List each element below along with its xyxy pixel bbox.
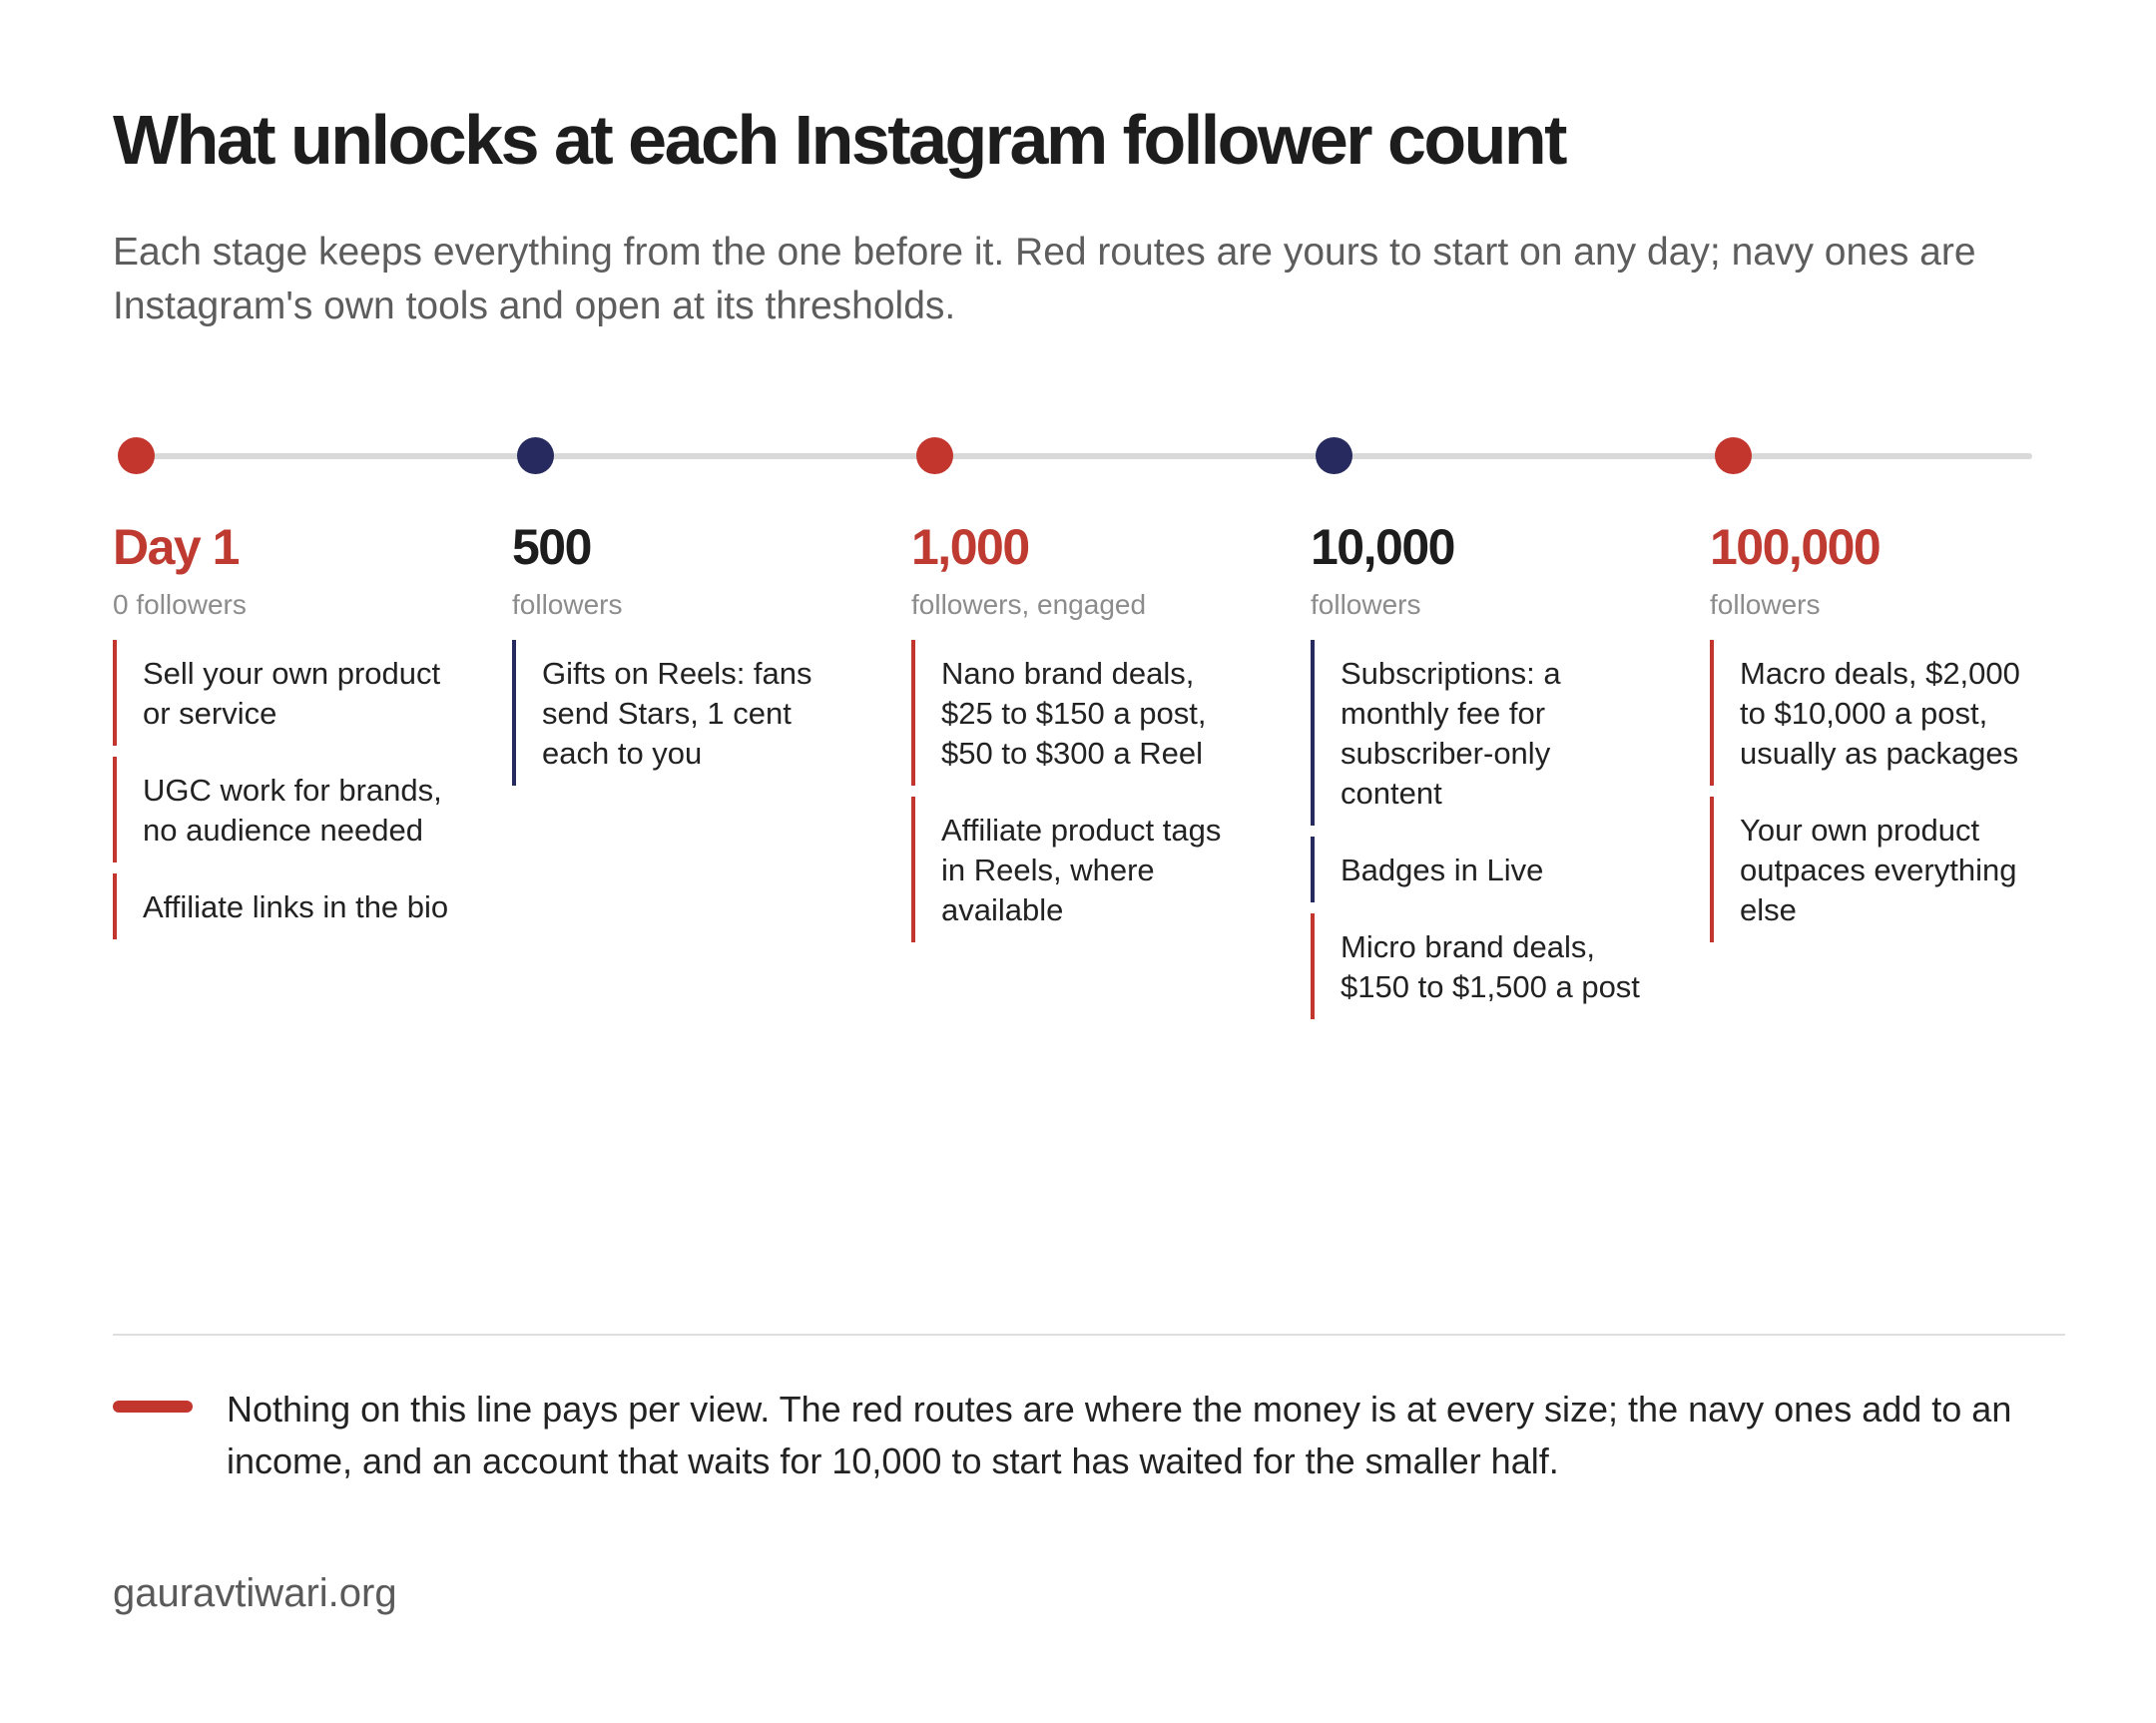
legend-red-route-swatch xyxy=(113,1401,193,1413)
stage-followers-label: followers xyxy=(512,589,623,620)
stage-followers-label: 0 followers xyxy=(113,589,247,620)
stage-route-item: Macro deals, $2,000 to $10,000 a post, usually as packages xyxy=(1710,640,2049,786)
stage-route-item: Your own product outpaces everything else xyxy=(1710,797,2049,942)
stage-route-item: Micro brand deals, $150 to $1,500 a post xyxy=(1311,913,1650,1019)
stage-count: 500 xyxy=(512,519,591,575)
stage-count: 10,000 xyxy=(1311,519,1454,575)
stage-count: 1,000 xyxy=(911,519,1029,575)
timeline-dot-10000 xyxy=(1316,437,1352,474)
stage-route-item: Sell your own product or service xyxy=(113,640,452,746)
stage-500 xyxy=(512,509,851,797)
timeline-dot-500 xyxy=(517,437,554,474)
timeline-dot-100000 xyxy=(1715,437,1752,474)
stage-followers-label: followers xyxy=(1710,589,1821,620)
footer-divider xyxy=(113,1334,2065,1336)
stage-route-item: Nano brand deals, $25 to $150 a post, $50 to $300 a Reel xyxy=(911,640,1251,786)
stage-route-item: UGC work for brands, no audience needed xyxy=(113,757,452,862)
site-credit: gauravtiwari.org xyxy=(113,1571,397,1615)
stage-day-1 xyxy=(113,509,452,950)
stage-route-item: Gifts on Reels: fans send Stars, 1 cent each to you xyxy=(512,640,851,786)
page-subtitle: Each stage keeps everything from the one before it. Red routes are yours to start on any day; navy ones are Instagram's own tools and open at its thresholds. xyxy=(113,231,1976,327)
stage-count: Day 1 xyxy=(113,519,239,575)
stage-route-item: Badges in Live xyxy=(1311,837,1650,902)
stage-100000 xyxy=(1710,509,2049,953)
stage-followers-label: followers, engaged xyxy=(911,589,1147,620)
stage-count: 100,000 xyxy=(1710,519,1881,575)
stage-followers-label: followers xyxy=(1311,589,1421,620)
timeline-dot-1000 xyxy=(916,437,953,474)
stage-route-item: Affiliate product tags in Reels, where available xyxy=(911,797,1251,942)
stage-route-item: Subscriptions: a monthly fee for subscriber-only content xyxy=(1311,640,1650,826)
page-title: What unlocks at each Instagram follower count xyxy=(113,101,1565,179)
timeline-dot-day-1 xyxy=(118,437,155,474)
footer-note: Nothing on this line pays per view. The red routes are where the money is at every size; the navy ones add to an income, and an account that waits for 10,000 to start has waited for the smaller half. xyxy=(227,1389,2012,1481)
stage-route-item: Affiliate links in the bio xyxy=(113,873,452,939)
stage-1000 xyxy=(911,509,1251,953)
stage-10000 xyxy=(1311,509,1650,1030)
